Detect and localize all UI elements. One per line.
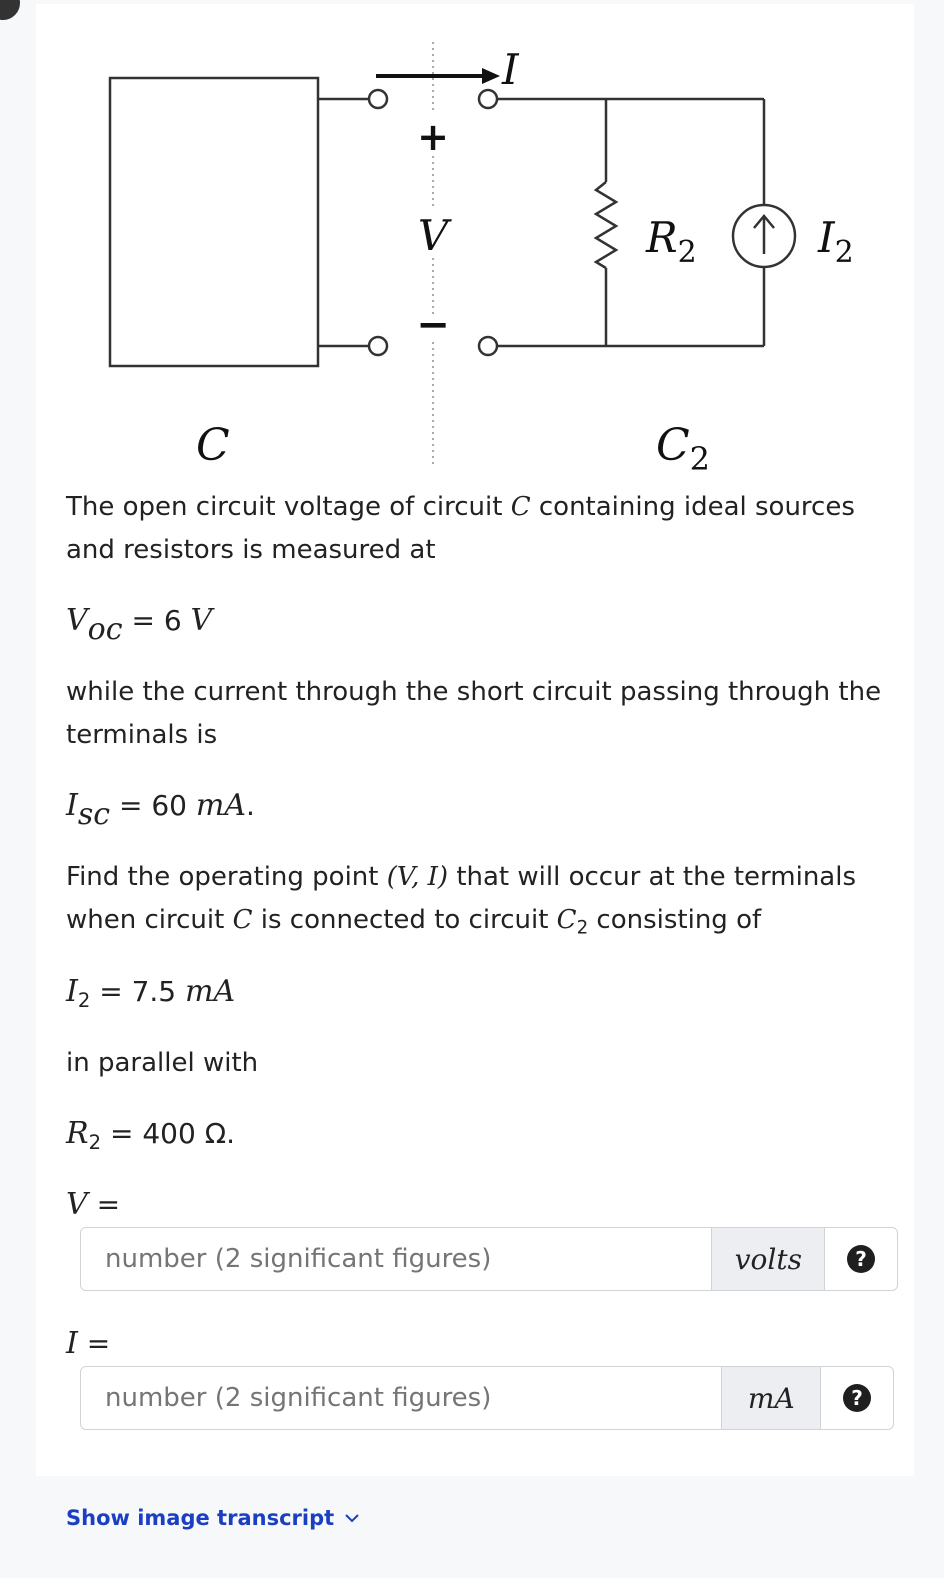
i2-equation: $I_2 = 7.5$ mA <box>66 974 236 1012</box>
var-c: C <box>510 492 531 522</box>
circuit-diagram <box>96 32 916 482</box>
problem-paragraph-2: while the current through the short circuit passing through the terminals is <box>66 677 882 750</box>
i-unit-label: mA <box>721 1367 821 1429</box>
i-answer-label: I = <box>66 1326 111 1361</box>
label-r2: $R_2$ <box>646 213 697 270</box>
v-help-container <box>825 1228 897 1290</box>
label-voltage: V <box>417 211 449 260</box>
problem-paragraph-4: in parallel with <box>66 1048 259 1078</box>
terminal-bottom-left <box>369 337 387 355</box>
label-circuit-c: C <box>196 420 230 471</box>
v-answer-label: V = <box>66 1187 121 1222</box>
problem-paragraph-3: Find the operating point (V, I) that will occur at the terminals when circuit C is connected to circuit $C_2$ consisting of <box>66 862 857 939</box>
resistor-r2 <box>596 182 616 268</box>
current-arrow <box>482 68 500 84</box>
circuit-c-box <box>110 78 318 366</box>
i-answer-input[interactable] <box>81 1367 721 1429</box>
v-answer-group <box>80 1227 898 1291</box>
label-current: I <box>502 45 519 94</box>
terminal-bottom-right <box>479 337 497 355</box>
r2-equation: $R_2 = 400$ Ω. <box>66 1116 235 1154</box>
v-unit-label: volts <box>711 1228 825 1290</box>
show-transcript-label: Show image transcript <box>66 1506 335 1530</box>
chevron-down-icon <box>344 1512 360 1524</box>
label-i2: $I_2$ <box>818 213 854 270</box>
terminal-top-left <box>369 90 387 108</box>
question-card <box>36 4 914 1476</box>
isc-equation: $I_{sc} = 60$ mA. <box>66 788 255 832</box>
label-minus: − <box>416 302 450 348</box>
i-help-container <box>821 1367 893 1429</box>
voc-equation: $V_{oc} = 6$ V <box>66 603 213 647</box>
label-plus: + <box>417 115 449 159</box>
v-answer-input[interactable] <box>81 1228 711 1290</box>
i-help-icon[interactable]: ? <box>843 1384 871 1412</box>
step-badge <box>0 0 20 20</box>
terminal-top-right <box>479 90 497 108</box>
label-circuit-c2: $C_2$ <box>656 420 711 478</box>
v-help-icon[interactable]: ? <box>847 1245 875 1273</box>
i-answer-group <box>80 1366 894 1430</box>
problem-paragraph-1: The open circuit voltage of circuit C containing ideal sources and resistors is measured at <box>66 492 855 565</box>
show-transcript-link[interactable] <box>66 1506 360 1530</box>
